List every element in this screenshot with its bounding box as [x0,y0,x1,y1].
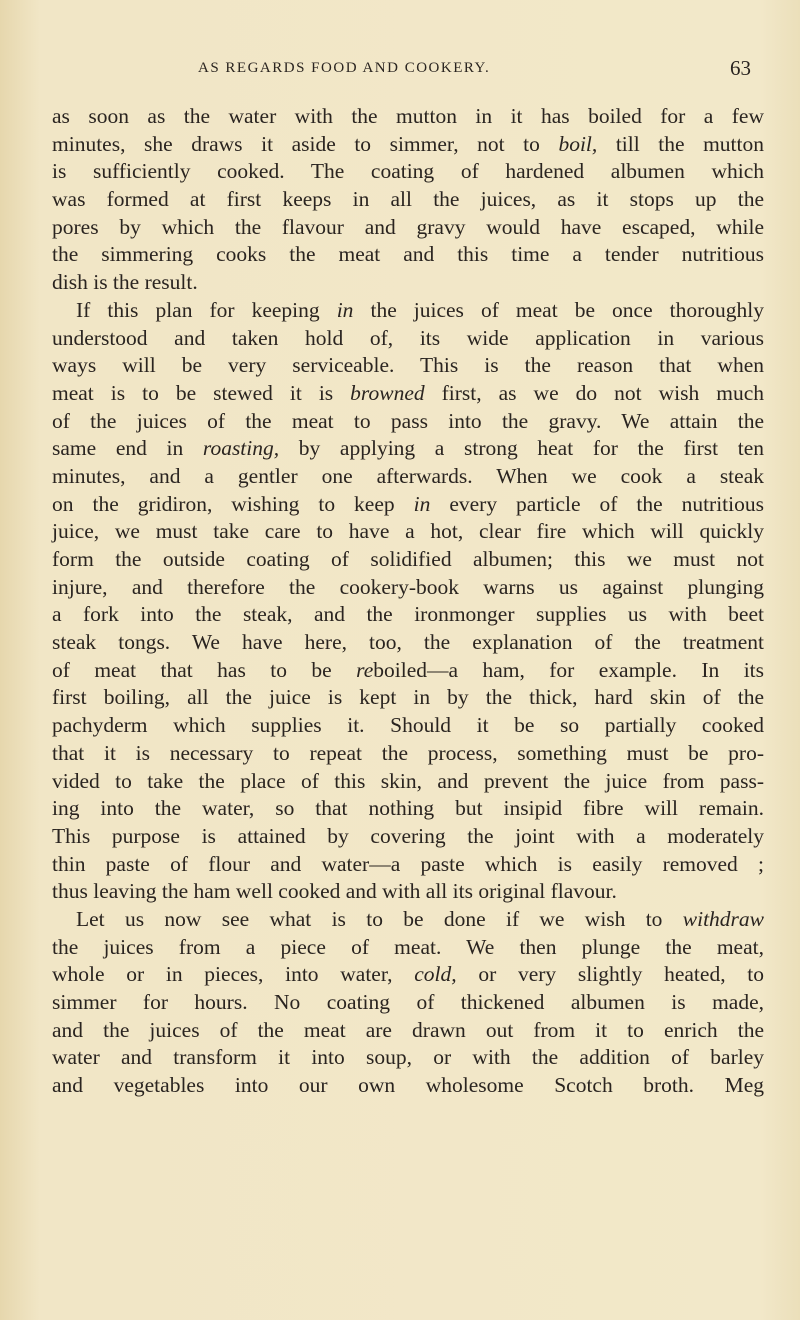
text-run: pores by which the flavour and gravy would have escaped, while [52,214,764,239]
text-run: as soon as the water with the mutton in it has boiled for a few [52,104,764,128]
text-line [52,989,764,1017]
text-run: boiled—a ham, for example. In its [373,657,765,682]
text-line [52,1044,764,1072]
text-line [52,1072,764,1100]
text-run: ways will be very serviceable. This is the reason that when [52,353,764,378]
text-run: was formed at first keeps in all the juices, as it stops up the [52,187,764,212]
text-line [52,214,764,242]
text-run: minutes, she draws it aside to simmer, not to [52,131,559,156]
text-line [52,851,764,879]
italic-run: boil, [558,131,598,156]
page-number: 63 [730,56,751,80]
text-run: If this plan for keeping [76,297,337,322]
text-run: understood and taken hold of, its wide application in various [52,325,764,350]
text-run: steak tongs. We have here, too, the explanation of the treatment [52,630,764,655]
page-header [0,56,800,90]
running-head: AS REGARDS FOOD AND COOKERY. [198,60,491,76]
text-run: juice, we must take care to have a hot, clear fire which will quickly [52,519,764,544]
text-line [52,878,764,906]
text-run: thin paste of flour and water—a paste which is easily removed ; [52,851,764,876]
text-line [52,823,764,851]
text-run: dish is the result. [52,270,198,295]
text-line [52,657,764,685]
text-run: the juices from a piece of meat. We then plunge the meat, [52,934,764,959]
italic-run: cold, [414,962,457,987]
text-line [52,546,764,574]
text-line [52,325,764,353]
text-line [52,795,764,823]
text-line [52,740,764,768]
text-line [52,435,764,463]
text-line [52,934,764,962]
italic-run: in [413,491,431,516]
text-line [52,601,764,629]
text-line [52,684,764,712]
text-line [52,380,764,408]
text-run: meat is to be stewed it is [52,380,351,405]
text-run: vided to take the place of this skin, and prevent the juice from pass- [52,768,764,793]
text-run: first boiling, all the juice is kept in by the thick, hard skin of the [52,685,764,710]
text-line [52,158,764,186]
text-run: and vegetables into our own wholesome Scotch broth. Meg [52,1073,764,1098]
text-run: injure, and therefore the cookery-book warns us against plunging [52,574,764,599]
text-line [52,1017,764,1045]
text-run: water and transform it into soup, or with the addition of barley [52,1045,764,1070]
text-line [52,103,764,131]
text-run: form the outside coating of solidified albumen; this we must not [52,547,764,571]
text-line [52,712,764,740]
text-run: Let us now see what is to be done if we wish to [76,906,683,931]
text-run: whole or in pieces, into water, [52,962,415,987]
text-run: on the gridiron, wishing to keep [52,491,414,516]
text-line [52,269,764,297]
text-run: and the juices of the meat are drawn out from it to enrich the [52,1017,764,1042]
text-run: pachyderm which supplies it. Should it be so partially cooked [52,713,764,738]
text-run: of the juices of the meat to pass into the gravy. We attain the [52,408,764,433]
text-line [52,491,764,519]
text-run: thus leaving the ham well cooked and with all its original flavour. [52,879,617,904]
text-run: till the mutton [597,131,764,156]
text-run: the juices of meat be once thoroughly [353,297,765,322]
text-run: is sufficiently cooked. The coating of hardened albumen which [52,159,764,184]
text-run: or very slightly heated, to [456,962,765,987]
italic-run: roasting, [202,436,280,461]
text-run: every particle of the nutritious [430,491,764,516]
text-run: minutes, and a gentler one afterwards. When we cook a steak [52,463,764,488]
text-run: that it is necessary to repeat the process, something must be pro- [52,740,764,765]
text-line [52,186,764,214]
text-run: the simmering cooks the meat and this time a tender nutritious [52,242,764,267]
text-line [52,768,764,796]
text-run: ing into the water, so that nothing but insipid fibre will remain. [52,796,764,821]
text-run: of meat that has to be [52,657,357,682]
text-line [52,518,764,546]
text-run: This purpose is attained by covering the joint with a moderately [52,823,764,848]
text-line [52,961,764,989]
text-line [52,241,764,269]
italic-run: in [336,297,354,322]
text-line [52,629,764,657]
text-line [52,906,764,934]
text-line [52,408,764,436]
text-run: by applying a strong heat for the first ten [279,436,764,461]
text-run: a fork into the steak, and the ironmonger supplies us with beet [52,602,764,627]
text-line [52,297,764,325]
text-line [52,131,764,159]
italic-run: browned [350,380,425,405]
text-line [52,574,764,602]
text-run: same end in [52,436,203,461]
text-run: first, as we do not wish much [424,380,764,405]
text-run: simmer for hours. No coating of thickened albumen is made, [52,990,764,1014]
text-line [52,352,764,380]
text-line [52,463,764,491]
body-text [52,103,764,1100]
italic-run: re [356,657,374,682]
italic-run: withdraw [682,906,764,931]
